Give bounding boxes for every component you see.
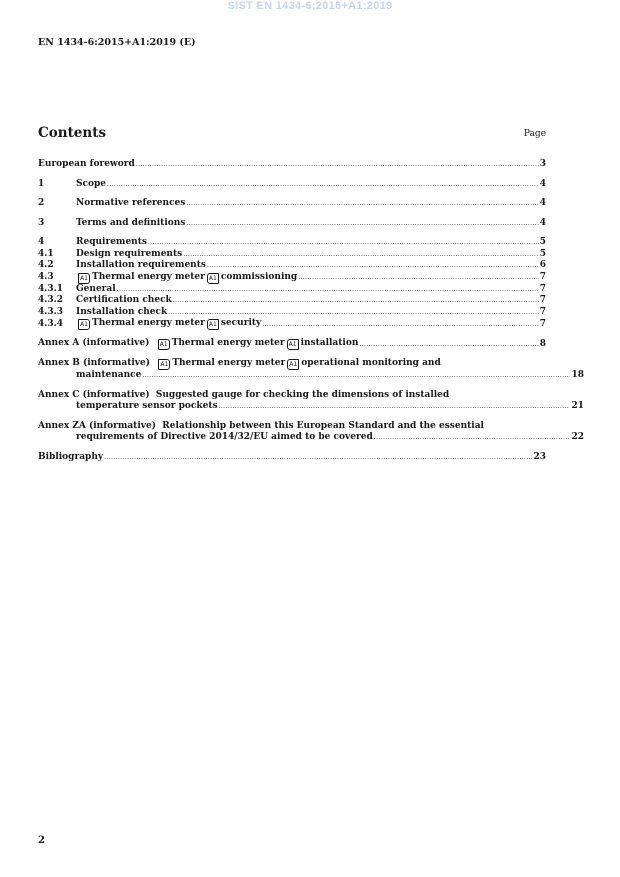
toc-entry-annex-prefix: Annex A (informative): [38, 338, 150, 348]
toc-entry-commissioning[interactable]: [38, 272, 546, 284]
toc-entry-title: Installation requirements: [76, 260, 206, 270]
toc-entry-title: Suggested gauge for checking the dimensions of installed: [155, 389, 450, 400]
amendment-end-icon: A1: [207, 319, 219, 330]
toc-entry-page: 7: [539, 306, 546, 317]
toc-entry-title-group: [76, 272, 297, 284]
toc-leader-dots: [142, 370, 570, 382]
toc-entry-certification-check[interactable]: [38, 295, 546, 307]
toc-entry-title-group: [38, 338, 358, 350]
toc-entry-title: Installation check: [76, 306, 168, 317]
toc-entry-page: 5: [539, 237, 546, 247]
toc-entry-annex-c[interactable]: [38, 389, 584, 413]
toc-entry-page: 7: [539, 283, 546, 294]
toc-entry-page: 7: [539, 272, 546, 282]
page-number: 2: [38, 835, 45, 846]
toc-entry-page: 23: [533, 451, 546, 462]
document-id-header: EN 1434-6:2015+A1:2019 (E): [38, 37, 196, 48]
toc-entry-annex-a[interactable]: [38, 338, 546, 350]
toc-entry-installation-check[interactable]: [38, 307, 546, 319]
toc-leader-dots: [262, 319, 538, 331]
toc-entry-second-line: [38, 401, 584, 413]
toc-leader-dots: [168, 307, 539, 319]
toc-leader-dots: [104, 452, 532, 464]
toc-entry-page: 18: [571, 370, 584, 380]
toc-entry-title: Certification check: [76, 295, 172, 305]
contents-heading: Contents: [38, 125, 107, 141]
toc-entry-title-continued: temperature sensor pockets: [76, 401, 218, 411]
toc-entry-number: 3: [38, 217, 45, 228]
toc-entry-first-line: [38, 390, 546, 402]
amendment-start-icon: A1: [158, 359, 170, 370]
document-watermark: SIST EN 1434-6:2016+A1:2019: [227, 0, 393, 12]
toc-entry-page: 8: [539, 338, 546, 349]
toc-entry-page: 7: [539, 318, 546, 329]
toc-entry-title: Requirements: [76, 237, 147, 247]
toc-entry-number: 1: [38, 178, 45, 189]
amendment-start-icon: A1: [158, 339, 170, 350]
page-column-label: Page: [523, 129, 546, 139]
toc-entry-title: Bibliography: [38, 451, 104, 462]
toc-entry-installation-requirements[interactable]: [38, 260, 546, 272]
toc-entry-annex-prefix: Annex ZA (informative): [38, 420, 156, 431]
amendment-start-icon: A1: [78, 273, 90, 284]
toc-entry-title-continued: maintenance: [76, 370, 142, 380]
toc-entry-number: 4.3.2: [38, 295, 64, 305]
toc-entry-page: 3: [539, 159, 546, 169]
toc-entry-title: Terms and definitions: [76, 217, 186, 228]
toc-entry-terms-and-definitions[interactable]: [38, 218, 546, 230]
toc-leader-dots: [186, 218, 538, 230]
toc-entry-number: 4.3.4: [38, 318, 64, 329]
toc-entry-requirements[interactable]: [38, 237, 546, 249]
toc-leader-dots: [107, 179, 539, 191]
toc-leader-dots: [148, 237, 539, 249]
toc-entry-number: 4.3: [38, 272, 54, 282]
toc-entry-title: Design requirements: [76, 248, 183, 259]
toc-entry-annex-prefix: Annex C (informative): [38, 389, 150, 400]
toc-entry-normative-references[interactable]: [38, 198, 546, 210]
amendment-end-icon: A1: [207, 273, 219, 284]
toc-entry-title: Thermal energy meter: [172, 358, 286, 368]
toc-entry-title: European foreword: [38, 159, 135, 169]
toc-entry-title: Thermal energy meter: [171, 338, 285, 348]
toc-entry-page: 4: [539, 198, 546, 208]
toc-entry-annex-za[interactable]: [38, 420, 584, 444]
toc-entry-title-continued: requirements of Directive 2014/32/EU aimed to be covered: [76, 432, 373, 442]
toc-entry-page: 6: [539, 260, 546, 270]
toc-entry-title: Thermal energy meter: [92, 318, 205, 328]
toc-leader-dots: [186, 198, 538, 210]
toc-entry-security[interactable]: [38, 318, 546, 330]
toc-entry-design-requirements[interactable]: [38, 249, 546, 261]
toc-leader-dots: [207, 260, 539, 272]
amendment-end-icon: A1: [287, 339, 299, 350]
toc-entry-page: 7: [539, 295, 546, 305]
toc-entry-title: Relationship between this European Standard and the essential: [162, 420, 484, 431]
amendment-end-icon: A1: [287, 359, 299, 370]
toc-entry-title-suffix: operational monitoring and: [301, 358, 441, 368]
toc-entry-page: 22: [571, 432, 584, 442]
toc-leader-dots: [374, 432, 571, 444]
toc-entry-title: Scope: [76, 178, 107, 189]
toc-leader-dots: [173, 295, 539, 307]
toc-entry-bibliography[interactable]: [38, 452, 546, 464]
toc-entry-first-line: [38, 358, 546, 370]
toc-entry-scope[interactable]: [38, 179, 546, 191]
toc-entry-title: General: [76, 283, 116, 294]
toc-entry-title: Normative references: [76, 198, 186, 208]
toc-entry-title: Thermal energy meter: [92, 271, 205, 282]
toc-entry-number: 4.1: [38, 248, 54, 259]
toc-entry-number: 4.2: [38, 260, 54, 270]
toc-leader-dots: [298, 272, 539, 284]
toc-entry-general[interactable]: [38, 284, 546, 296]
toc-leader-dots: [219, 401, 571, 413]
amendment-start-icon: A1: [78, 319, 90, 330]
toc-entry-number: 4.3.1: [38, 283, 64, 294]
toc-entry-annex-prefix: Annex B (informative): [38, 358, 151, 368]
toc-entry-number: 4: [38, 237, 45, 247]
toc-entry-second-line: [38, 370, 584, 382]
toc-entry-page: 21: [571, 401, 584, 411]
toc-entry-second-line: [38, 432, 584, 444]
toc-leader-dots: [183, 249, 539, 261]
toc-entry-page: 4: [539, 178, 546, 189]
toc-entry-number: 4.3.3: [38, 306, 64, 317]
toc-entry-number: 2: [38, 198, 45, 208]
toc-entry-european-foreword[interactable]: [38, 159, 546, 171]
toc-entry-page: 5: [539, 248, 546, 259]
toc-entry-title-suffix: installation: [300, 338, 359, 348]
toc-entry-first-line: [38, 421, 546, 433]
table-of-contents: [38, 159, 584, 463]
toc-leader-dots: [359, 339, 538, 351]
toc-leader-dots: [117, 284, 539, 296]
toc-leader-dots: [136, 159, 539, 171]
toc-entry-title-suffix: commissioning: [220, 271, 298, 282]
toc-entry-annex-b[interactable]: [38, 358, 584, 382]
toc-entry-title-group: [76, 318, 261, 330]
toc-entry-title-suffix: security: [220, 318, 262, 328]
toc-entry-page: 4: [539, 217, 546, 228]
